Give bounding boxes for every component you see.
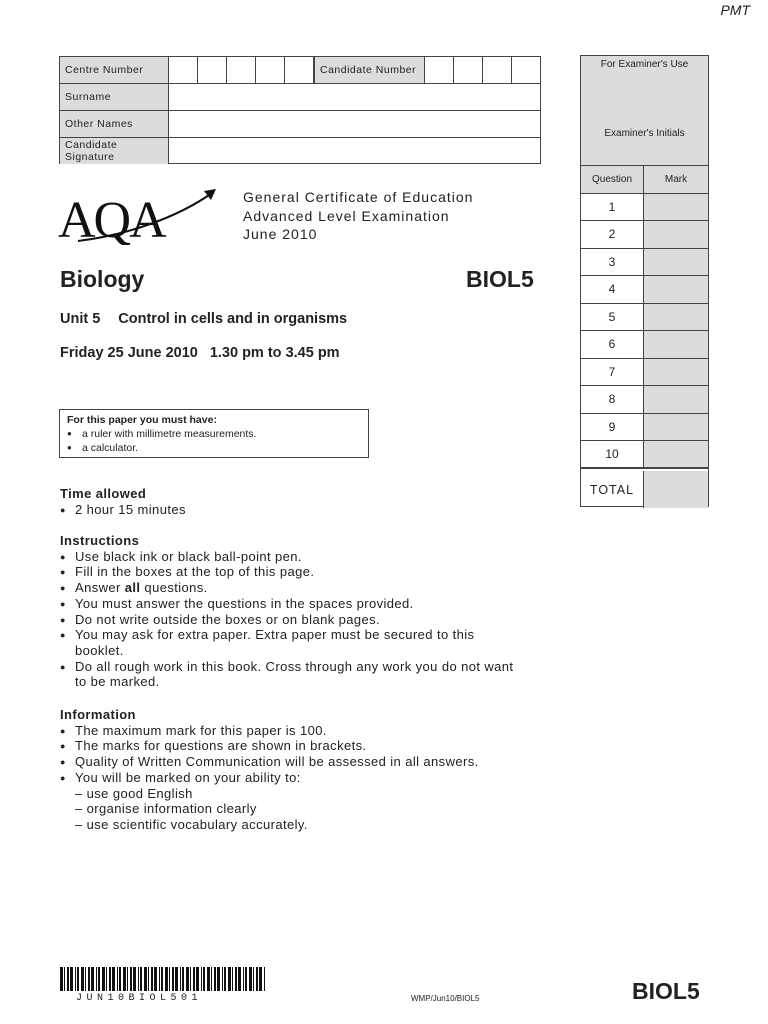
exam-info-line3: June 2010 — [243, 226, 318, 242]
candidate-signature-label: Candidate Signature — [60, 138, 169, 164]
must-have-box — [59, 409, 369, 458]
other-names-label: Other Names — [60, 111, 169, 137]
question-row — [581, 276, 708, 304]
time-allowed-section — [60, 486, 186, 517]
question-row — [581, 331, 708, 359]
unit-line — [60, 311, 347, 327]
examiner-initials-label: Examiner's Initials — [604, 128, 685, 139]
barcode-text: JUN10BIOL501 — [76, 993, 203, 1004]
surname-field[interactable] — [169, 84, 540, 110]
mark-cell[interactable] — [644, 221, 708, 248]
instructions-heading: Instructions — [60, 533, 140, 548]
must-have-item: ● a ruler with millimetre measurements. — [67, 427, 361, 441]
candidate-details-box — [59, 56, 541, 164]
exam-date: Friday 25 June 2010 — [60, 345, 198, 361]
must-have-heading: For this paper you must have: — [67, 414, 217, 426]
question-column-header: Question — [581, 166, 644, 193]
time-allowed-heading: Time allowed — [60, 486, 147, 501]
unit-number: Unit 5 — [60, 311, 101, 327]
surname-row — [60, 84, 540, 111]
instruction-item: ● You must answer the questions in the spaces provided. — [60, 596, 520, 612]
question-number: 7 — [581, 359, 644, 386]
mark-cell[interactable] — [644, 386, 708, 413]
mark-cell[interactable] — [644, 249, 708, 276]
total-row — [581, 471, 708, 508]
signature-row — [60, 138, 540, 164]
examiner-use-title: For Examiner's Use — [600, 59, 689, 70]
examiner-header — [581, 56, 708, 166]
mark-cell[interactable] — [644, 414, 708, 441]
unit-title: Control in cells and in organisms — [118, 311, 348, 327]
question-row — [581, 221, 708, 249]
candidate-number-label: Candidate Number — [314, 57, 425, 83]
corner-tag: PMT — [720, 2, 750, 18]
instruction-item: ● Do not write outside the boxes or on blank pages. — [60, 612, 520, 628]
question-row — [581, 359, 708, 387]
information-heading: Information — [60, 707, 136, 722]
mark-grid-header — [581, 166, 708, 194]
other-names-field[interactable] — [169, 111, 540, 137]
information-item: ● The maximum mark for this paper is 100. — [60, 723, 520, 739]
information-item: ● Quality of Written Communication will be assessed in all answers. — [60, 754, 520, 770]
candidate-number-field[interactable] — [425, 57, 541, 83]
mark-column-header: Mark — [644, 166, 708, 193]
aqa-logo — [58, 185, 223, 245]
mark-cell[interactable] — [644, 359, 708, 386]
examiner-box — [580, 55, 709, 507]
number-row — [60, 57, 540, 84]
svg-text:AQA: AQA — [58, 192, 165, 245]
barcode — [60, 967, 270, 991]
paper-reference: WMP/Jun10/BIOL5 — [411, 994, 480, 1003]
surname-label: Surname — [60, 84, 169, 110]
exam-info — [243, 188, 473, 244]
subject-title: Biology — [60, 266, 145, 292]
total-mark-cell[interactable] — [644, 471, 708, 508]
other-names-row — [60, 111, 540, 138]
instructions-section — [60, 533, 520, 690]
mark-cell[interactable] — [644, 276, 708, 303]
question-number: 3 — [581, 249, 644, 276]
exam-info-line2: Advanced Level Examination — [243, 207, 450, 224]
information-subitem: – organise information clearly — [75, 801, 257, 817]
question-number: 5 — [581, 304, 644, 331]
instruction-item: ● Do all rough work in this book. Cross through any work you do not want to be marked. — [60, 659, 520, 690]
total-label: TOTAL — [581, 471, 644, 508]
question-row — [581, 386, 708, 414]
question-number: 1 — [581, 194, 644, 221]
centre-number-label: Centre Number — [60, 57, 169, 83]
information-subitem: – use scientific vocabulary accurately. — [75, 816, 308, 832]
question-row — [581, 249, 708, 277]
question-number: 10 — [581, 441, 644, 467]
question-row — [581, 414, 708, 442]
paper-code: BIOL5 — [466, 266, 534, 292]
exam-info-line1: General Certificate of Education — [243, 189, 474, 205]
information-item: ● The marks for questions are shown in brackets. — [60, 738, 520, 754]
instruction-item: ● Use black ink or black ball-point pen. — [60, 549, 520, 565]
question-number: 8 — [581, 386, 644, 413]
question-number: 4 — [581, 276, 644, 303]
instruction-item: ● Fill in the boxes at the top of this page. — [60, 564, 520, 580]
instruction-item: ● Answer all questions. — [60, 580, 520, 596]
exam-time: 1.30 pm to 3.45 pm — [209, 345, 340, 361]
mark-cell[interactable] — [644, 304, 708, 331]
date-line — [60, 345, 340, 361]
signature-field[interactable] — [169, 138, 540, 164]
question-row — [581, 304, 708, 332]
instruction-item: ● You may ask for extra paper. Extra paper must be secured to this booklet. — [60, 627, 520, 658]
question-row — [581, 194, 708, 222]
question-number: 9 — [581, 414, 644, 441]
centre-number-field[interactable] — [169, 57, 314, 83]
information-item: ● You will be marked on your ability to: — [60, 770, 520, 786]
must-have-item: ● a calculator. — [67, 441, 361, 455]
mark-cell[interactable] — [644, 194, 708, 221]
time-allowed-item: ● 2 hour 15 minutes — [60, 502, 186, 518]
mark-cell[interactable] — [644, 331, 708, 358]
question-number: 6 — [581, 331, 644, 358]
footer-paper-code: BIOL5 — [632, 978, 700, 1004]
mark-cell[interactable] — [644, 441, 708, 467]
information-subitem: – use good English — [75, 785, 193, 801]
information-section — [60, 707, 520, 833]
question-number: 2 — [581, 221, 644, 248]
question-row — [581, 441, 708, 469]
